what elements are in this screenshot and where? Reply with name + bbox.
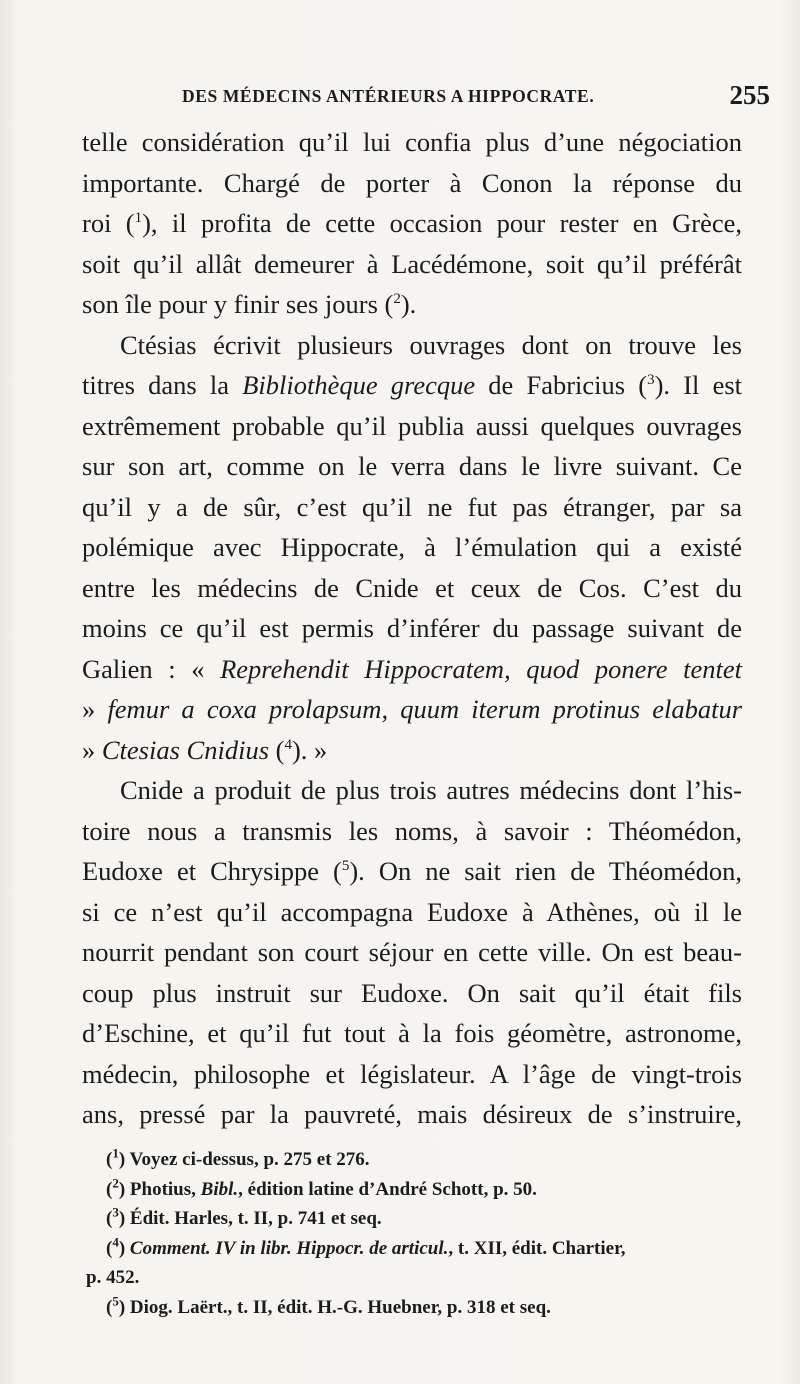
italic-title: Bibliothèque grecque: [242, 370, 476, 400]
text-line: Galien : « Reprehendit Hippocratem, quod ponere tentet: [82, 653, 742, 684]
footnote-ref: 2: [393, 291, 401, 308]
footnote-ref: 4: [284, 736, 292, 753]
footnote-4: ($^4$) Comment. IV in libr. Hippocr. de articul., t. XII, édit. Chartier,: [106, 1234, 626, 1259]
text-line: d’Eschine, et qu’il fut tout à la fois géomètre, astronome,: [82, 1018, 742, 1048]
footnote-ref: 5: [341, 858, 350, 875]
text-line: son île pour y finir ses jours ($^2$).: [82, 289, 417, 319]
latin-quote: Ctesias Cnidius: [101, 734, 270, 765]
text-line: » Ctesias Cnidius ($^4$). »: [82, 734, 328, 765]
text-line: telle considération qu’il lui confia plus d’une négociation: [82, 127, 742, 157]
body-text: [82, 122, 742, 1135]
text-line: soit qu’il allât demeurer à Lacédémone, soit qu’il préférât: [82, 248, 742, 279]
footnote-3: ($^3$) Édit. Harles, t. II, p. 741 et seq.: [106, 1204, 382, 1229]
latin-quote: femur a coxa prolapsum, quum iterum protinus elabatur: [107, 694, 743, 724]
text-line: Ctésias écrivit plusieurs ouvrages dont on trouve les: [120, 329, 742, 360]
text-line: titres dans la Bibliothèque grecque de Fabricius ($^3$). Il est: [82, 370, 743, 400]
text-line: ans, pressé par la pauvreté, mais désireux de s’instruire,: [82, 1099, 742, 1129]
footnote-4-continuation: p. 452.: [86, 1267, 140, 1288]
text-line: » femur a coxa prolapsum, quum iterum protinus elabatur: [82, 694, 743, 724]
footnote-5: ($^5$) Diog. Laërt., t. II, édit. H.-G. Huebner, p. 318 et seq.: [106, 1293, 551, 1318]
text-line: toire nous a transmis les noms, à savoir : Théomédon,: [82, 815, 742, 846]
text-line: qu’il y a de sûr, c’est qu’il ne fut pas étranger, par sa: [82, 491, 742, 522]
footnote-1: ($^1$) Voyez ci-dessus, p. 275 et 276.: [106, 1145, 370, 1170]
text-line: si ce n’est qu’il accompagna Eudoxe à Athènes, où il le: [82, 896, 742, 927]
text-line: Eudoxe et Chrysippe ($^5$). On ne sait rien de Théomédon,: [82, 856, 742, 886]
text-line: extrêmement probable qu’il publia aussi quelques ouvrages: [82, 410, 742, 441]
text-line: nourrit pendant son court séjour en cette ville. On est beau-: [82, 937, 742, 967]
text-line: médecin, philosophe et législateur. A l’âge de vingt-trois: [82, 1058, 742, 1089]
footnote-ref: 3: [647, 372, 655, 389]
text-line: polémique avec Hippocrate, à l’émulation qui a existé: [82, 532, 742, 562]
text-line: Cnide a produit de plus trois autres médecins dont l’his-: [120, 775, 742, 805]
text-line: sur son art, comme on le verra dans le livre suivant. Ce: [82, 451, 742, 481]
page-header: [182, 80, 770, 114]
text-line: roi ($^1$), il profita de cette occasion pour rester en Grèce,: [82, 208, 743, 238]
latin-quote: Reprehendit Hippocratem, quod ponere tentet: [220, 653, 742, 684]
text-line: moins ce qu’il est permis d’inférer du passage suivant de: [82, 613, 742, 643]
footnotes: [86, 1145, 754, 1322]
running-title: DES MÉDECINS ANTÉRIEURS A HIPPOCRATE.: [182, 86, 595, 106]
footnote-ref: 1: [134, 210, 143, 227]
text-line: entre les médecins de Cnide et ceux de Cos. C’est du: [82, 572, 742, 603]
text-line: coup plus instruit sur Eudoxe. On sait qu’il était fils: [82, 977, 742, 1008]
footnote-2: ($^2$) Photius, Bibl., édition latine d’André Schott, p. 50.: [106, 1175, 537, 1200]
text-line: importante. Chargé de porter à Conon la réponse du: [82, 167, 742, 198]
page-number: 255: [729, 80, 770, 110]
